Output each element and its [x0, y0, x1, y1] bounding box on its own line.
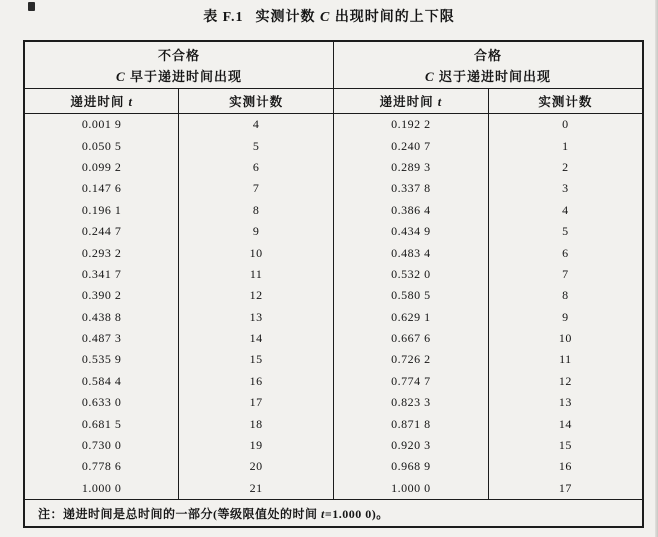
group-name-unqualified: 不合格 [157, 48, 200, 63]
col-header-time-left [24, 89, 179, 114]
table-row [24, 478, 643, 500]
cell: 12 [179, 285, 334, 306]
cell: 6 [179, 157, 334, 178]
group-header-row [24, 41, 643, 89]
cell: 0.823 3 [334, 392, 489, 413]
col-label: 递进时间 [379, 95, 438, 109]
cell: 21 [179, 478, 334, 500]
table-row [24, 456, 643, 477]
cell: 0.289 3 [334, 157, 489, 178]
cell: 0.386 4 [334, 200, 489, 221]
table-row [24, 157, 643, 178]
group-sub-var: C [116, 69, 126, 84]
cell: 8 [179, 200, 334, 221]
cell: 0.580 5 [334, 285, 489, 306]
title-text-pre: 实测计数 [255, 10, 320, 25]
table-note [24, 500, 643, 528]
cell: 0 [488, 114, 643, 136]
cell: 1.000 0 [24, 478, 179, 500]
cell: 0.774 7 [334, 371, 489, 392]
cell: 0.629 1 [334, 307, 489, 328]
group-sub-text: 迟于递进时间出现 [434, 69, 551, 84]
cell: 0.483 4 [334, 242, 489, 263]
cell: 20 [179, 456, 334, 477]
cell: 0.147 6 [24, 178, 179, 199]
cell: 15 [488, 435, 643, 456]
cell: 14 [488, 413, 643, 434]
col-header-time-right [334, 89, 489, 114]
table-row [24, 328, 643, 349]
group-header-qualified [334, 41, 644, 89]
cell: 11 [179, 264, 334, 285]
table-row [24, 135, 643, 156]
cell: 0.968 9 [334, 456, 489, 477]
col-label: 递进时间 [70, 95, 129, 109]
table-row [24, 371, 643, 392]
cell: 0.337 8 [334, 178, 489, 199]
cell: 18 [179, 413, 334, 434]
col-label: 实测计数 [538, 95, 593, 109]
cell: 8 [488, 285, 643, 306]
cell: 4 [179, 114, 334, 136]
group-header-unqualified [24, 41, 334, 89]
col-header-count-right [488, 89, 643, 114]
cell: 0.667 6 [334, 328, 489, 349]
group-name-qualified: 合格 [473, 48, 502, 63]
cell: 9 [179, 221, 334, 242]
group-sub-qualified [334, 67, 642, 87]
table-number: 表 F.1 [203, 10, 244, 25]
cell: 0.293 2 [24, 242, 179, 263]
cell: 0.050 5 [24, 135, 179, 156]
cell: 1 [488, 135, 643, 156]
cell: 13 [179, 307, 334, 328]
table-row [24, 285, 643, 306]
cell: 0.192 2 [334, 114, 489, 136]
column-header-row [24, 89, 643, 114]
note-row [24, 500, 643, 528]
cell: 0.584 4 [24, 371, 179, 392]
cell: 0.240 7 [334, 135, 489, 156]
table-row [24, 392, 643, 413]
cell: 0.244 7 [24, 221, 179, 242]
cell: 6 [488, 242, 643, 263]
group-sub-unqualified [25, 67, 333, 87]
note-var-t: t [321, 506, 325, 521]
col-label: 实测计数 [229, 95, 284, 109]
cell: 0.730 0 [24, 435, 179, 456]
cell: 0.871 8 [334, 413, 489, 434]
cell: 14 [179, 328, 334, 349]
cell: 0.726 2 [334, 349, 489, 370]
cell: 0.633 0 [24, 392, 179, 413]
cell: 4 [488, 200, 643, 221]
table-row [24, 200, 643, 221]
group-sub-text: 早于递进时间出现 [125, 69, 242, 84]
col-header-count-left [179, 89, 334, 114]
cell: 17 [488, 478, 643, 500]
cell: 13 [488, 392, 643, 413]
cell: 0.487 3 [24, 328, 179, 349]
table-row [24, 413, 643, 434]
title-var-c: C [319, 10, 331, 25]
cell: 12 [488, 371, 643, 392]
cell: 5 [179, 135, 334, 156]
table-row [24, 114, 643, 136]
note-text-post: =1.000 0)。 [324, 506, 389, 521]
cell: 0.341 7 [24, 264, 179, 285]
cell: 15 [179, 349, 334, 370]
cell: 0.001 9 [24, 114, 179, 136]
cell: 11 [488, 349, 643, 370]
col-var-t: t [128, 95, 133, 109]
table-title [0, 6, 658, 26]
cell: 0.099 2 [24, 157, 179, 178]
group-sub-var: C [425, 69, 435, 84]
cell: 0.535 9 [24, 349, 179, 370]
col-var-t: t [437, 95, 443, 109]
cell: 16 [488, 456, 643, 477]
cell: 0.438 8 [24, 307, 179, 328]
cell: 0.778 6 [24, 456, 179, 477]
table-body [24, 114, 643, 500]
cell: 10 [488, 328, 643, 349]
cell: 5 [488, 221, 643, 242]
data-table [23, 40, 644, 528]
cell: 9 [488, 307, 643, 328]
cell: 0.434 9 [334, 221, 489, 242]
cell: 0.196 1 [24, 200, 179, 221]
cell: 0.532 0 [334, 264, 489, 285]
cell: 17 [179, 392, 334, 413]
note-label: 注： [38, 506, 64, 521]
table-row [24, 307, 643, 328]
cell: 16 [179, 371, 334, 392]
table-row [24, 264, 643, 285]
table-row [24, 242, 643, 263]
cell: 7 [488, 264, 643, 285]
cell: 10 [179, 242, 334, 263]
cell: 1.000 0 [334, 478, 489, 500]
note-text-pre: 递进时间是总时间的一部分(等级限值处的时间 [63, 506, 322, 521]
cell: 0.681 5 [24, 413, 179, 434]
cell: 0.390 2 [24, 285, 179, 306]
table-row [24, 349, 643, 370]
cell: 7 [179, 178, 334, 199]
table-row [24, 221, 643, 242]
cell: 0.920 3 [334, 435, 489, 456]
table-row [24, 435, 643, 456]
title-text-post: 出现时间的上下限 [330, 10, 455, 25]
cell: 2 [488, 157, 643, 178]
cell: 3 [488, 178, 643, 199]
table-row [24, 178, 643, 199]
cell: 19 [179, 435, 334, 456]
